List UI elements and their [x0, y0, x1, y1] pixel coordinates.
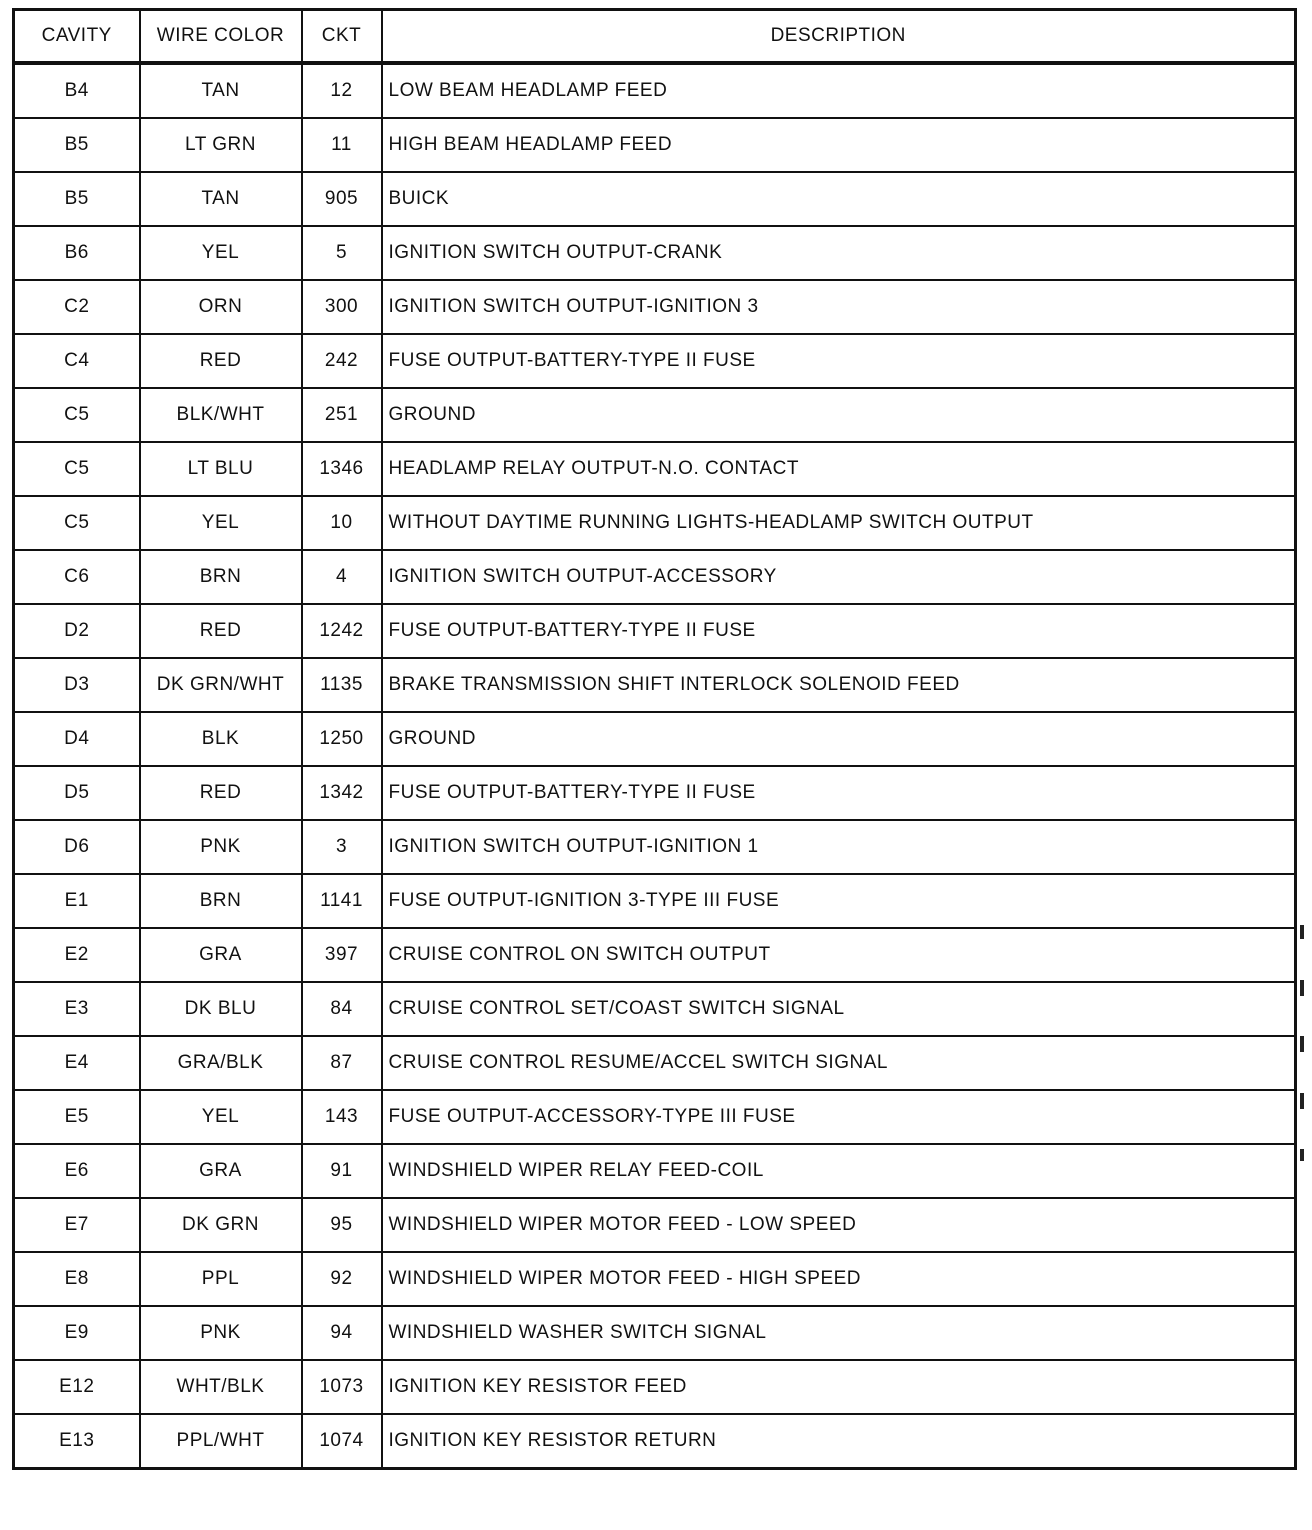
cropped-edge-marks: [1298, 0, 1312, 1530]
cell-wire-color: YEL: [140, 1090, 302, 1144]
cell-ckt: 91: [302, 1144, 382, 1198]
edge-mark: [1300, 1093, 1304, 1109]
cell-cavity: E12: [14, 1360, 140, 1414]
cell-ckt: 1242: [302, 604, 382, 658]
table-row: [14, 334, 1296, 388]
cell-cavity: E6: [14, 1144, 140, 1198]
cell-ckt: 94: [302, 1306, 382, 1360]
table-row: [14, 982, 1296, 1036]
header-ckt: CKT: [302, 10, 382, 64]
cell-wire-color: RED: [140, 766, 302, 820]
edge-mark: [1300, 1149, 1304, 1161]
cell-ckt: 1073: [302, 1360, 382, 1414]
cell-ckt: 1141: [302, 874, 382, 928]
cell-cavity: C5: [14, 388, 140, 442]
cell-cavity: B5: [14, 118, 140, 172]
cell-ckt: 3: [302, 820, 382, 874]
cell-cavity: E1: [14, 874, 140, 928]
cell-cavity: D2: [14, 604, 140, 658]
cell-ckt: 143: [302, 1090, 382, 1144]
cell-description: LOW BEAM HEADLAMP FEED: [382, 63, 1296, 118]
cell-ckt: 95: [302, 1198, 382, 1252]
cell-wire-color: BRN: [140, 874, 302, 928]
cell-wire-color: GRA: [140, 1144, 302, 1198]
cell-cavity: C2: [14, 280, 140, 334]
table-row: [14, 766, 1296, 820]
cell-ckt: 5: [302, 226, 382, 280]
table-row: [14, 496, 1296, 550]
table-row: [14, 820, 1296, 874]
cell-wire-color: BLK: [140, 712, 302, 766]
table-row: [14, 550, 1296, 604]
cell-description: CRUISE CONTROL SET/COAST SWITCH SIGNAL: [382, 982, 1296, 1036]
cell-description: FUSE OUTPUT-ACCESSORY-TYPE III FUSE: [382, 1090, 1296, 1144]
table-row: [14, 604, 1296, 658]
cell-wire-color: BRN: [140, 550, 302, 604]
cell-wire-color: GRA: [140, 928, 302, 982]
cell-wire-color: RED: [140, 604, 302, 658]
cell-ckt: 1250: [302, 712, 382, 766]
cell-cavity: D5: [14, 766, 140, 820]
cell-cavity: C6: [14, 550, 140, 604]
cell-wire-color: ORN: [140, 280, 302, 334]
cell-description: HIGH BEAM HEADLAMP FEED: [382, 118, 1296, 172]
cell-description: WINDSHIELD WASHER SWITCH SIGNAL: [382, 1306, 1296, 1360]
edge-mark: [1300, 980, 1304, 996]
cell-cavity: E8: [14, 1252, 140, 1306]
cell-cavity: E4: [14, 1036, 140, 1090]
cell-ckt: 87: [302, 1036, 382, 1090]
table-row: [14, 1090, 1296, 1144]
table-row: [14, 226, 1296, 280]
table-row: [14, 658, 1296, 712]
cell-description: GROUND: [382, 712, 1296, 766]
table-row: [14, 63, 1296, 118]
table-row: [14, 1036, 1296, 1090]
cell-cavity: D6: [14, 820, 140, 874]
cell-description: IGNITION KEY RESISTOR FEED: [382, 1360, 1296, 1414]
table-row: [14, 280, 1296, 334]
cell-wire-color: PNK: [140, 820, 302, 874]
cell-ckt: 242: [302, 334, 382, 388]
table-row: [14, 874, 1296, 928]
cell-description: IGNITION KEY RESISTOR RETURN: [382, 1414, 1296, 1469]
cell-wire-color: PPL: [140, 1252, 302, 1306]
cell-ckt: 397: [302, 928, 382, 982]
cell-cavity: C5: [14, 496, 140, 550]
cell-wire-color: WHT/BLK: [140, 1360, 302, 1414]
header-row: [14, 10, 1296, 64]
cell-description: BUICK: [382, 172, 1296, 226]
cell-ckt: 10: [302, 496, 382, 550]
cell-description: WINDSHIELD WIPER MOTOR FEED - LOW SPEED: [382, 1198, 1296, 1252]
cell-wire-color: PPL/WHT: [140, 1414, 302, 1469]
cell-ckt: 251: [302, 388, 382, 442]
cell-wire-color: BLK/WHT: [140, 388, 302, 442]
cell-description: FUSE OUTPUT-BATTERY-TYPE II FUSE: [382, 766, 1296, 820]
cell-cavity: B5: [14, 172, 140, 226]
cell-wire-color: YEL: [140, 496, 302, 550]
cell-wire-color: YEL: [140, 226, 302, 280]
cell-ckt: 1135: [302, 658, 382, 712]
table-row: [14, 928, 1296, 982]
cell-cavity: E3: [14, 982, 140, 1036]
cell-wire-color: DK BLU: [140, 982, 302, 1036]
cell-ckt: 4: [302, 550, 382, 604]
table-row: [14, 1360, 1296, 1414]
cell-cavity: C5: [14, 442, 140, 496]
cell-description: HEADLAMP RELAY OUTPUT-N.O. CONTACT: [382, 442, 1296, 496]
cell-ckt: 11: [302, 118, 382, 172]
header-cavity: CAVITY: [14, 10, 140, 64]
cell-ckt: 300: [302, 280, 382, 334]
connector-pinout-table: [12, 8, 1297, 1470]
cell-cavity: E9: [14, 1306, 140, 1360]
cell-description: CRUISE CONTROL RESUME/ACCEL SWITCH SIGNAL: [382, 1036, 1296, 1090]
cell-cavity: B4: [14, 63, 140, 118]
table-row: [14, 712, 1296, 766]
cell-ckt: 84: [302, 982, 382, 1036]
cell-description: IGNITION SWITCH OUTPUT-CRANK: [382, 226, 1296, 280]
cell-ckt: 1074: [302, 1414, 382, 1469]
cell-ckt: 905: [302, 172, 382, 226]
table-row: [14, 172, 1296, 226]
table-row: [14, 1252, 1296, 1306]
cell-description: BRAKE TRANSMISSION SHIFT INTERLOCK SOLENOID FEED: [382, 658, 1296, 712]
cell-cavity: C4: [14, 334, 140, 388]
cell-wire-color: TAN: [140, 172, 302, 226]
cell-description: WINDSHIELD WIPER RELAY FEED-COIL: [382, 1144, 1296, 1198]
header-description: DESCRIPTION: [382, 10, 1296, 64]
header-wire-color: WIRE COLOR: [140, 10, 302, 64]
cell-description: FUSE OUTPUT-IGNITION 3-TYPE III FUSE: [382, 874, 1296, 928]
cell-description: WINDSHIELD WIPER MOTOR FEED - HIGH SPEED: [382, 1252, 1296, 1306]
table-row: [14, 388, 1296, 442]
table-row: [14, 1144, 1296, 1198]
cell-wire-color: LT BLU: [140, 442, 302, 496]
cell-cavity: B6: [14, 226, 140, 280]
cell-ckt: 1342: [302, 766, 382, 820]
edge-mark: [1300, 1036, 1304, 1052]
cell-description: IGNITION SWITCH OUTPUT-IGNITION 1: [382, 820, 1296, 874]
table-row: [14, 1198, 1296, 1252]
cell-cavity: E13: [14, 1414, 140, 1469]
edge-mark: [1300, 925, 1304, 939]
cell-description: GROUND: [382, 388, 1296, 442]
table-row: [14, 118, 1296, 172]
cell-wire-color: GRA/BLK: [140, 1036, 302, 1090]
table-row: [14, 1306, 1296, 1360]
cell-wire-color: TAN: [140, 63, 302, 118]
cell-description: WITHOUT DAYTIME RUNNING LIGHTS-HEADLAMP SWITCH OUTPUT: [382, 496, 1296, 550]
table-row: [14, 442, 1296, 496]
cell-cavity: D3: [14, 658, 140, 712]
cell-description: IGNITION SWITCH OUTPUT-IGNITION 3: [382, 280, 1296, 334]
cell-wire-color: DK GRN/WHT: [140, 658, 302, 712]
cell-description: IGNITION SWITCH OUTPUT-ACCESSORY: [382, 550, 1296, 604]
cell-ckt: 92: [302, 1252, 382, 1306]
cell-cavity: E2: [14, 928, 140, 982]
cell-wire-color: DK GRN: [140, 1198, 302, 1252]
cell-wire-color: PNK: [140, 1306, 302, 1360]
cell-description: FUSE OUTPUT-BATTERY-TYPE II FUSE: [382, 334, 1296, 388]
cell-description: CRUISE CONTROL ON SWITCH OUTPUT: [382, 928, 1296, 982]
cell-wire-color: LT GRN: [140, 118, 302, 172]
cell-cavity: D4: [14, 712, 140, 766]
table-header: [14, 10, 1296, 64]
table-body: [14, 63, 1296, 1469]
cell-wire-color: RED: [140, 334, 302, 388]
cell-ckt: 1346: [302, 442, 382, 496]
table-row: [14, 1414, 1296, 1469]
cell-description: FUSE OUTPUT-BATTERY-TYPE II FUSE: [382, 604, 1296, 658]
cell-cavity: E5: [14, 1090, 140, 1144]
cell-ckt: 12: [302, 63, 382, 118]
cell-cavity: E7: [14, 1198, 140, 1252]
